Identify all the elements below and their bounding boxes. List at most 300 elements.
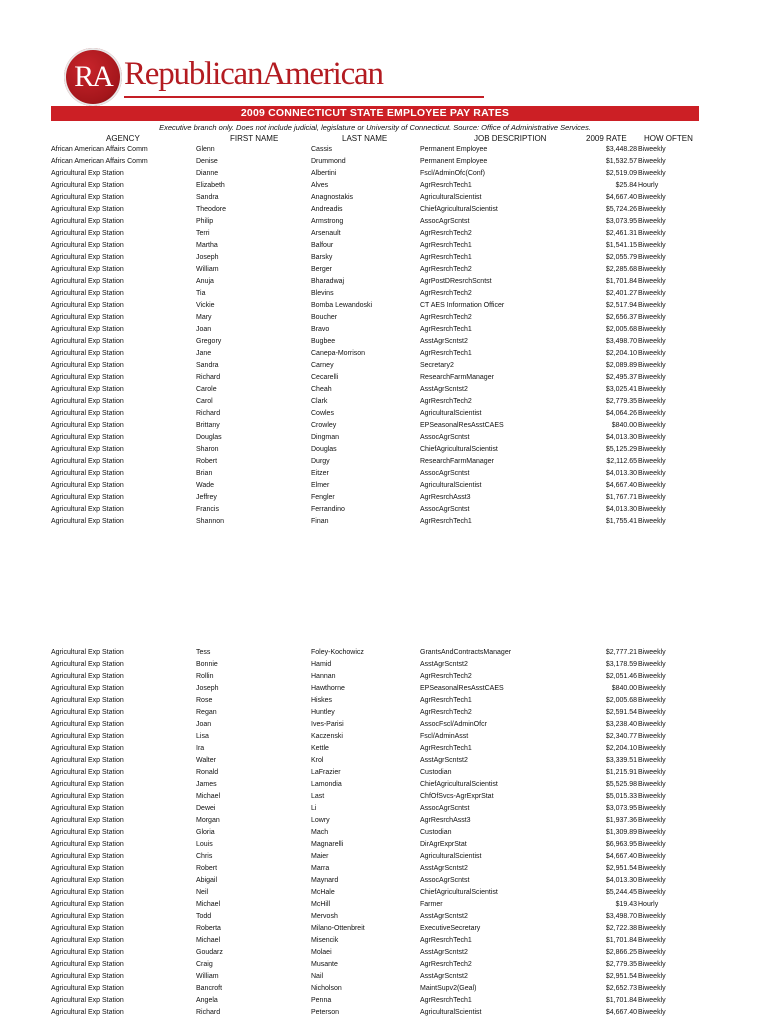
rate-cell: $2,285.68	[605, 266, 637, 273]
agency-cell: Agricultural Exp Station	[51, 206, 124, 213]
first-name-cell: Gregory	[196, 338, 222, 345]
table-row	[0, 707, 768, 719]
table-row	[0, 863, 768, 875]
first-name-cell: Brittany	[196, 422, 220, 429]
table-row	[0, 695, 768, 707]
job-description-cell: AgrResrchTech1	[420, 518, 472, 525]
rate-cell: $5,244.45	[605, 889, 637, 896]
job-description-cell: ChiefAgriculturalScientist	[420, 206, 498, 213]
table-row	[0, 396, 768, 408]
table-row	[0, 168, 768, 180]
first-name-cell: Tia	[196, 290, 206, 297]
table-row	[0, 779, 768, 791]
table-row	[0, 767, 768, 779]
job-description-cell: MaintSupv2(Geal)	[420, 985, 477, 992]
rate-cell: $4,667.40	[605, 853, 637, 860]
agency-cell: Agricultural Exp Station	[51, 446, 124, 453]
last-name-cell: Carney	[311, 362, 334, 369]
rate-cell: $3,498.70	[605, 913, 637, 920]
job-description-cell: AgriculturalScientist	[420, 1009, 482, 1016]
table-row	[0, 468, 768, 480]
job-description-cell: AgriculturalScientist	[420, 482, 482, 489]
table-row	[0, 264, 768, 276]
table-row	[0, 336, 768, 348]
first-name-cell: Robert	[196, 865, 218, 872]
job-description-cell: ExecutiveSecretary	[420, 925, 481, 932]
rate-cell: $5,015.33	[605, 793, 637, 800]
frequency-cell: Biweekly	[638, 194, 666, 201]
frequency-cell: Biweekly	[638, 673, 666, 680]
first-name-cell: Jeffrey	[196, 494, 217, 501]
agency-cell: Agricultural Exp Station	[51, 398, 124, 405]
frequency-cell: Biweekly	[638, 757, 666, 764]
rate-cell: $1,215.91	[605, 769, 637, 776]
first-name-cell: Michael	[196, 793, 221, 800]
table-row	[0, 180, 768, 192]
rate-cell: $1,532.57	[605, 158, 637, 165]
frequency-cell: Biweekly	[638, 733, 666, 740]
table-row	[0, 420, 768, 432]
table-row	[0, 516, 768, 528]
table-row	[0, 504, 768, 516]
rate-cell: $2,777.21	[605, 649, 637, 656]
job-description-cell: AssocAgrScntst	[420, 434, 470, 441]
first-name-cell: Morgan	[196, 817, 220, 824]
last-name-cell: Cecarelli	[311, 374, 339, 381]
rate-cell: $2,461.31	[605, 230, 637, 237]
first-name-cell: Michael	[196, 901, 221, 908]
frequency-cell: Biweekly	[638, 458, 666, 465]
last-name-cell: Misencik	[311, 937, 339, 944]
pay-table-section-2	[0, 647, 768, 1019]
agency-cell: Agricultural Exp Station	[51, 793, 124, 800]
last-name-cell: Li	[311, 805, 317, 812]
agency-cell: Agricultural Exp Station	[51, 685, 124, 692]
frequency-cell: Biweekly	[638, 434, 666, 441]
agency-cell: Agricultural Exp Station	[51, 362, 124, 369]
first-name-cell: Sandra	[196, 362, 219, 369]
first-name-cell: Dewei	[196, 805, 216, 812]
job-description-cell: CT AES Information Officer	[420, 302, 505, 309]
rate-cell: $3,073.95	[605, 218, 637, 225]
first-name-cell: Carol	[196, 398, 213, 405]
last-name-cell: Hiskes	[311, 697, 333, 704]
first-name-cell: Craig	[196, 961, 213, 968]
first-name-cell: Martha	[196, 242, 218, 249]
frequency-cell: Biweekly	[638, 745, 666, 752]
table-row	[0, 300, 768, 312]
job-description-cell: Custodian	[420, 769, 452, 776]
frequency-cell: Biweekly	[638, 446, 666, 453]
report-source-note: Executive branch only. Does not include judicial, legislature or University of Connecticut. Source: Office of Administrative Services.	[159, 123, 591, 132]
last-name-cell: Maynard	[311, 877, 339, 884]
job-description-cell: AssocAgrScntst	[420, 805, 470, 812]
job-description-cell: AgrResrchTech1	[420, 242, 472, 249]
table-row	[0, 671, 768, 683]
logo-initials-badge: RA	[64, 48, 122, 106]
agency-cell: Agricultural Exp Station	[51, 242, 124, 249]
first-name-cell: Richard	[196, 410, 221, 417]
job-description-cell: AsstAgrScntst2	[420, 913, 468, 920]
job-description-cell: Custodian	[420, 829, 452, 836]
logo-wordmark: RepublicanAmerican	[124, 56, 383, 92]
agency-cell: Agricultural Exp Station	[51, 182, 124, 189]
rate-cell: $2,779.35	[605, 398, 637, 405]
table-row	[0, 803, 768, 815]
job-description-cell: AgriculturalScientist	[420, 194, 482, 201]
frequency-cell: Biweekly	[638, 697, 666, 704]
table-row	[0, 348, 768, 360]
agency-cell: Agricultural Exp Station	[51, 194, 124, 201]
rate-cell: $2,951.54	[605, 865, 637, 872]
last-name-cell: Milano-Ottenbreit	[311, 925, 365, 932]
first-name-cell: Louis	[196, 841, 213, 848]
last-name-cell: Kettle	[311, 745, 329, 752]
job-description-cell: AgrResrchTech2	[420, 290, 472, 297]
table-row	[0, 432, 768, 444]
frequency-cell: Biweekly	[638, 386, 666, 393]
rate-cell: $1,937.36	[605, 817, 637, 824]
last-name-cell: Cowles	[311, 410, 334, 417]
last-name-cell: Arsenault	[311, 230, 341, 237]
agency-cell: Agricultural Exp Station	[51, 937, 124, 944]
rate-cell: $6,963.95	[605, 841, 637, 848]
frequency-cell: Biweekly	[638, 877, 666, 884]
first-name-cell: Walter	[196, 757, 216, 764]
agency-cell: Agricultural Exp Station	[51, 1009, 124, 1016]
last-name-cell: Magnarelli	[311, 841, 344, 848]
agency-cell: Agricultural Exp Station	[51, 709, 124, 716]
last-name-cell: Lamondia	[311, 781, 342, 788]
first-name-cell: Roberta	[196, 925, 221, 932]
rate-cell: $840.00	[611, 685, 637, 692]
job-description-cell: AsstAgrScntst2	[420, 973, 468, 980]
last-name-cell: Dingman	[311, 434, 340, 441]
last-name-cell: Nicholson	[311, 985, 342, 992]
job-description-cell: AssocFscl/AdminOfcr	[420, 721, 487, 728]
frequency-cell: Biweekly	[638, 1009, 666, 1016]
table-row	[0, 192, 768, 204]
table-row	[0, 408, 768, 420]
agency-cell: Agricultural Exp Station	[51, 470, 124, 477]
first-name-cell: Gloria	[196, 829, 215, 836]
rate-cell: $5,125.29	[605, 446, 637, 453]
report-title-banner: 2009 CONNECTICUT STATE EMPLOYEE PAY RATES	[51, 106, 699, 121]
header-2009-rate: 2009 RATE	[586, 134, 627, 143]
last-name-cell: Cheah	[311, 386, 332, 393]
rate-cell: $2,112.65	[606, 458, 637, 465]
last-name-cell: Balfour	[311, 242, 334, 249]
table-row	[0, 480, 768, 492]
last-name-cell: Douglas	[311, 446, 337, 453]
agency-cell: Agricultural Exp Station	[51, 901, 124, 908]
header-last-name: LAST NAME	[342, 134, 388, 143]
first-name-cell: Rollin	[196, 673, 214, 680]
rate-cell: $840.00	[611, 422, 637, 429]
header-first-name: FIRST NAME	[230, 134, 279, 143]
frequency-cell: Biweekly	[638, 925, 666, 932]
rate-cell: $3,178.59	[605, 661, 637, 668]
agency-cell: Agricultural Exp Station	[51, 973, 124, 980]
first-name-cell: Lisa	[196, 733, 209, 740]
rate-cell: $25.84	[615, 182, 637, 189]
job-description-cell: AgrResrchTech1	[420, 697, 472, 704]
rate-cell: $4,667.40	[605, 482, 637, 489]
frequency-cell: Biweekly	[638, 685, 666, 692]
first-name-cell: Sandra	[196, 194, 219, 201]
rate-cell: $5,525.98	[605, 781, 637, 788]
first-name-cell: Abigail	[196, 877, 218, 884]
frequency-cell: Biweekly	[638, 973, 666, 980]
agency-cell: Agricultural Exp Station	[51, 757, 124, 764]
rate-cell: $4,013.30	[605, 470, 637, 477]
table-row	[0, 647, 768, 659]
agency-cell: Agricultural Exp Station	[51, 266, 124, 273]
table-row	[0, 144, 768, 156]
first-name-cell: Angela	[196, 997, 218, 1004]
header-job-description: JOB DESCRIPTION	[474, 134, 547, 143]
agency-cell: Agricultural Exp Station	[51, 290, 124, 297]
last-name-cell: McHale	[311, 889, 335, 896]
agency-cell: Agricultural Exp Station	[51, 314, 124, 321]
first-name-cell: Denise	[196, 158, 218, 165]
job-description-cell: AssocAgrScntst	[420, 877, 470, 884]
agency-cell: Agricultural Exp Station	[51, 410, 124, 417]
rate-cell: $3,498.70	[605, 338, 637, 345]
first-name-cell: James	[196, 781, 217, 788]
frequency-cell: Biweekly	[638, 961, 666, 968]
last-name-cell: Alves	[311, 182, 329, 189]
rate-cell: $3,073.95	[605, 805, 637, 812]
frequency-cell: Hourly	[638, 901, 659, 908]
table-row	[0, 983, 768, 995]
table-row	[0, 360, 768, 372]
rate-cell: $2,951.54	[605, 973, 637, 980]
last-name-cell: Maier	[311, 853, 329, 860]
rate-cell: $2,089.89	[605, 362, 637, 369]
frequency-cell: Biweekly	[638, 769, 666, 776]
agency-cell: Agricultural Exp Station	[51, 350, 124, 357]
table-row	[0, 899, 768, 911]
first-name-cell: Bonnie	[196, 661, 218, 668]
first-name-cell: Dianne	[196, 170, 219, 177]
frequency-cell: Biweekly	[638, 158, 666, 165]
frequency-cell: Biweekly	[638, 278, 666, 285]
job-description-cell: AgrPostDResrchScntst	[420, 278, 492, 285]
job-description-cell: AssocAgrScntst	[420, 506, 470, 513]
agency-cell: Agricultural Exp Station	[51, 386, 124, 393]
rate-cell: $4,013.30	[605, 434, 637, 441]
job-description-cell: AsstAgrScntst2	[420, 949, 468, 956]
agency-cell: Agricultural Exp Station	[51, 673, 124, 680]
agency-cell: Agricultural Exp Station	[51, 829, 124, 836]
job-description-cell: AsstAgrScntst2	[420, 661, 468, 668]
first-name-cell: Neil	[196, 889, 209, 896]
frequency-cell: Biweekly	[638, 218, 666, 225]
rate-cell: $2,204.10	[605, 745, 637, 752]
agency-cell: Agricultural Exp Station	[51, 817, 124, 824]
last-name-cell: Hamid	[311, 661, 332, 668]
agency-cell: Agricultural Exp Station	[51, 326, 124, 333]
frequency-cell: Biweekly	[638, 302, 666, 309]
frequency-cell: Biweekly	[638, 829, 666, 836]
agency-cell: Agricultural Exp Station	[51, 841, 124, 848]
table-row	[0, 731, 768, 743]
job-description-cell: ChiefAgriculturalScientist	[420, 446, 498, 453]
table-row	[0, 995, 768, 1007]
frequency-cell: Biweekly	[638, 326, 666, 333]
last-name-cell: Albertini	[311, 170, 337, 177]
first-name-cell: Regan	[196, 709, 217, 716]
last-name-cell: Huntley	[311, 709, 335, 716]
table-row	[0, 719, 768, 731]
last-name-cell: Mach	[311, 829, 329, 836]
first-name-cell: Douglas	[196, 434, 222, 441]
job-description-cell: AgrResrchTech2	[420, 230, 472, 237]
table-row	[0, 887, 768, 899]
first-name-cell: Mary	[196, 314, 212, 321]
job-description-cell: AgrResrchAsst3	[420, 494, 471, 501]
table-row	[0, 384, 768, 396]
agency-cell: Agricultural Exp Station	[51, 302, 124, 309]
first-name-cell: Tess	[196, 649, 211, 656]
last-name-cell: Hawthorne	[311, 685, 345, 692]
agency-cell: Agricultural Exp Station	[51, 434, 124, 441]
table-row	[0, 492, 768, 504]
frequency-cell: Biweekly	[638, 206, 666, 213]
job-description-cell: AgrResrchTech1	[420, 326, 472, 333]
frequency-cell: Biweekly	[638, 506, 666, 513]
last-name-cell: Crowley	[311, 422, 337, 429]
rate-cell: $2,005.68	[605, 697, 637, 704]
table-row	[0, 683, 768, 695]
header-how-often: HOW OFTEN	[644, 134, 693, 143]
last-name-cell: Bharadwaj	[311, 278, 345, 285]
rate-cell: $2,652.73	[605, 985, 637, 992]
table-row	[0, 923, 768, 935]
frequency-cell: Biweekly	[638, 853, 666, 860]
job-description-cell: AgrResrchTech1	[420, 997, 472, 1004]
frequency-cell: Biweekly	[638, 290, 666, 297]
rate-cell: $4,667.40	[605, 194, 637, 201]
agency-cell: Agricultural Exp Station	[51, 506, 124, 513]
table-row	[0, 935, 768, 947]
last-name-cell: McHill	[311, 901, 331, 908]
job-description-cell: AsstAgrScntst2	[420, 338, 468, 345]
job-description-cell: Secretary2	[420, 362, 454, 369]
last-name-cell: Eitzer	[311, 470, 329, 477]
frequency-cell: Biweekly	[638, 170, 666, 177]
frequency-cell: Biweekly	[638, 362, 666, 369]
job-description-cell: AgrResrchTech2	[420, 961, 472, 968]
last-name-cell: Bomba Lewandoski	[311, 302, 373, 309]
last-name-cell: Canepa-Morrison	[311, 350, 366, 357]
first-name-cell: Richard	[196, 374, 221, 381]
first-name-cell: Francis	[196, 506, 219, 513]
frequency-cell: Biweekly	[638, 254, 666, 261]
first-name-cell: Carole	[196, 386, 217, 393]
last-name-cell: Nail	[311, 973, 324, 980]
first-name-cell: Bancroft	[196, 985, 223, 992]
frequency-cell: Biweekly	[638, 865, 666, 872]
agency-cell: Agricultural Exp Station	[51, 997, 124, 1004]
frequency-cell: Biweekly	[638, 230, 666, 237]
frequency-cell: Biweekly	[638, 482, 666, 489]
rate-cell: $1,755.41	[605, 518, 637, 525]
job-description-cell: Fscl/AdminOfc(Conf)	[420, 170, 485, 177]
job-description-cell: DirAgrExprStat	[420, 841, 467, 848]
agency-cell: Agricultural Exp Station	[51, 877, 124, 884]
frequency-cell: Biweekly	[638, 985, 666, 992]
job-description-cell: AgriculturalScientist	[420, 853, 482, 860]
last-name-cell: Durgy	[311, 458, 330, 465]
table-row	[0, 456, 768, 468]
first-name-cell: Richard	[196, 1009, 221, 1016]
job-description-cell: AgrResrchTech2	[420, 314, 472, 321]
table-row	[0, 156, 768, 168]
table-row	[0, 276, 768, 288]
first-name-cell: Philip	[196, 218, 214, 225]
frequency-cell: Biweekly	[638, 793, 666, 800]
first-name-cell: Michael	[196, 937, 221, 944]
first-name-cell: Jane	[196, 350, 212, 357]
rate-cell: $2,866.25	[605, 949, 637, 956]
rate-cell: $4,667.40	[605, 1009, 637, 1016]
agency-cell: Agricultural Exp Station	[51, 482, 124, 489]
table-row	[0, 372, 768, 384]
job-description-cell: AgrResrchTech2	[420, 709, 472, 716]
job-description-cell: ResearchFarmManager	[420, 458, 494, 465]
table-row	[0, 911, 768, 923]
first-name-cell: Shannon	[196, 518, 225, 525]
frequency-cell: Biweekly	[638, 649, 666, 656]
frequency-cell: Biweekly	[638, 841, 666, 848]
header-agency: AGENCY	[106, 134, 140, 143]
frequency-cell: Biweekly	[638, 721, 666, 728]
rate-cell: $2,055.79	[605, 254, 637, 261]
first-name-cell: Robert	[196, 458, 218, 465]
first-name-cell: Todd	[196, 913, 212, 920]
first-name-cell: Joseph	[196, 685, 219, 692]
job-description-cell: AgrResrchTech1	[420, 937, 472, 944]
agency-cell: Agricultural Exp Station	[51, 649, 124, 656]
first-name-cell: Terri	[196, 230, 210, 237]
last-name-cell: Krol	[311, 757, 324, 764]
job-description-cell: EPSeasonalResAsstCAES	[420, 422, 504, 429]
frequency-cell: Biweekly	[638, 781, 666, 788]
last-name-cell: Ives-Parisi	[311, 721, 344, 728]
job-description-cell: AgrResrchTech1	[420, 745, 472, 752]
table-row	[0, 875, 768, 887]
last-name-cell: Bugbee	[311, 338, 336, 345]
rate-cell: $3,448.28	[605, 146, 637, 153]
frequency-cell: Biweekly	[638, 518, 666, 525]
table-row	[0, 312, 768, 324]
job-description-cell: AssocAgrScntst	[420, 218, 470, 225]
last-name-cell: Fengler	[311, 494, 335, 501]
agency-cell: Agricultural Exp Station	[51, 733, 124, 740]
table-row	[0, 791, 768, 803]
agency-cell: Agricultural Exp Station	[51, 721, 124, 728]
first-name-cell: Ronald	[196, 769, 219, 776]
job-description-cell: AgrResrchTech2	[420, 266, 472, 273]
frequency-cell: Biweekly	[638, 817, 666, 824]
agency-cell: Agricultural Exp Station	[51, 494, 124, 501]
agency-cell: African American Affairs Comm	[51, 158, 148, 165]
agency-cell: Agricultural Exp Station	[51, 170, 124, 177]
rate-cell: $2,656.37	[605, 314, 637, 321]
agency-cell: Agricultural Exp Station	[51, 745, 124, 752]
